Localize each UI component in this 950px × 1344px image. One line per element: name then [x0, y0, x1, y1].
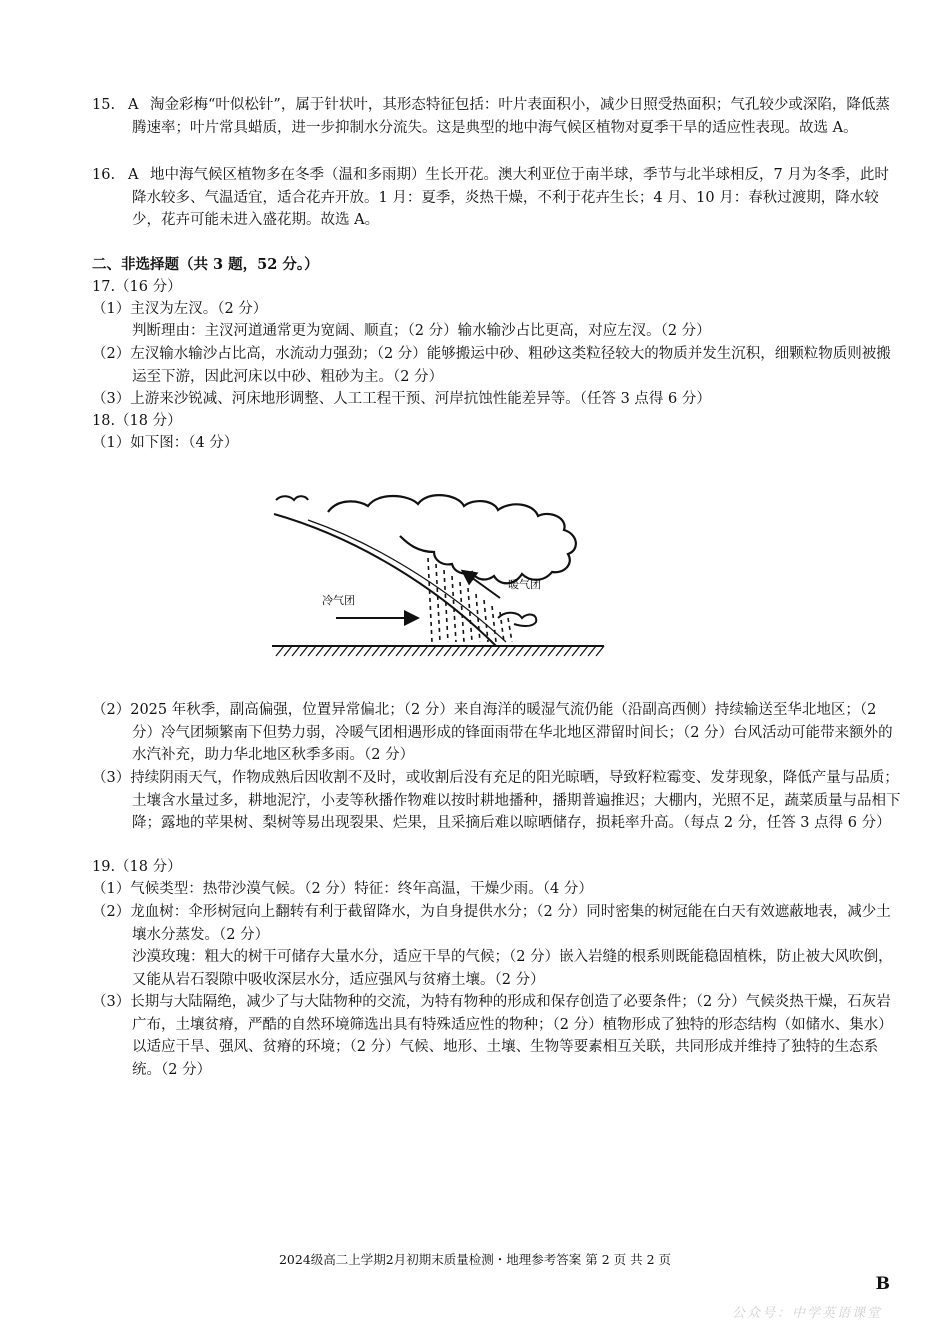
rain-streak: [460, 582, 464, 642]
question-17-heading: 17.（16 分）: [92, 279, 182, 295]
hatch-mark: [540, 646, 548, 656]
hatch-mark: [292, 646, 300, 656]
hatch-mark: [388, 646, 396, 656]
answer-19-3: （3）长期与大陆隔绝，减少了与大陆物种的交流，为特有物种的形成和保存创造了必要条件；（2 分）气候炎热干燥，石灰岩广布，土壤贫瘠，严酷的自然环境筛选出具有特殊适应性的物种；（2 分）植物形成了独特的形态结构（如储水、集水）以适应干旱、强风、贫瘠的环境；（2 分）气候、地形、土壤、生物等要素相互关联，共同形成并维持了独特的生态系统。（2 分）: [92, 994, 893, 1078]
hatch-mark: [532, 646, 540, 656]
hatch-mark: [468, 646, 476, 656]
answer-text: 淘金彩梅“叶似松针”，属于针状叶，其形态特征包括：叶片表面积小，减少日照受热面积；气孔较少或深陷，降低蒸腾速率；叶片常具蜡质，进一步抑制水分流失。这是典型的地中海气候区植物对夏季干旱的适应性表现。故选 A。: [132, 97, 890, 136]
answer-17-2: （2）左汊输水输沙占比高，水流动力强劲；（2 分）能够搬运中砂、粗砂这类粒径较大的物质并发生沉积，细颗粒物质则被搬运至下游，因此河床以中砂、粗砂为主。（2 分）: [92, 346, 891, 385]
hatch-mark: [460, 646, 468, 656]
hatch-mark: [428, 646, 436, 656]
rain-streak: [468, 588, 472, 642]
cloud-wisp: [276, 496, 308, 500]
hatch-mark: [348, 646, 356, 656]
answer-17-1: （1）主汊为左汊。（2 分）: [92, 301, 268, 317]
question-19-heading: 19.（18 分）: [92, 859, 182, 875]
cold-air-label: 冷气团: [322, 594, 355, 607]
hatch-mark: [324, 646, 332, 656]
answer-17-3: （3）上游来沙锐减、河床地形调整、人工工程干预、河岸抗蚀性能差异等。（任答 3 点得 6 分）: [92, 391, 711, 407]
hatch-mark: [364, 646, 372, 656]
answer-18-2: （2）2025 年秋季，副高偏强，位置异常偏北；（2 分）来自海洋的暖湿气流仍能（沿副高西侧）持续输送至华北地区；（2 分）冷气团频繁南下但势力弱，冷暖气团相遇形成的锋面雨带在华北地区滞留时间长；（2 分）台风活动可能带来额外的水汽补充，助力华北地区秋季多雨。（2 分）: [92, 702, 893, 763]
hatch-mark: [436, 646, 444, 656]
hatch-mark: [516, 646, 524, 656]
hatch-mark: [332, 646, 340, 656]
front-surface: [274, 514, 496, 646]
hatch-mark: [340, 646, 348, 656]
hatch-mark: [404, 646, 412, 656]
answer-choice: A: [128, 97, 139, 113]
answer-text: 地中海气候区植物多在冬季（温和多雨期）生长开花。澳大利亚位于南半球，季节与北半球相反，7 月为冬季，此时降水较多、气温适宜，适合花卉开放。1 月：夏季，炎热干燥，不利于花卉生长；4 月、10 月：春秋过渡期，降水较少，花卉可能未进入盛花期。故选 A。: [132, 167, 889, 228]
page-footer: 2024级高二上学期2月初期末质量检测・地理参考答案 第 2 页 共 2 页: [278, 1252, 671, 1267]
version-mark: B: [875, 1274, 890, 1294]
hatch-mark: [412, 646, 420, 656]
section-title: 二、非选择题（共 3 题，52 分。）: [92, 256, 319, 273]
hatch-mark: [396, 646, 404, 656]
rain-streak: [436, 564, 440, 642]
answer-16: [92, 164, 902, 232]
answer-choice: A: [128, 167, 139, 183]
ground-hatching: [276, 646, 604, 656]
hatch-mark: [500, 646, 508, 656]
answer-18-1: （1）如下图：（4 分）: [92, 435, 239, 451]
answer-15: [92, 94, 902, 139]
hatch-mark: [524, 646, 532, 656]
rain-streak: [444, 570, 448, 642]
hatch-mark: [596, 646, 604, 656]
question-number: 15.: [92, 97, 116, 113]
hatch-mark: [572, 646, 580, 656]
hatch-mark: [444, 646, 452, 656]
answer-19-2: （2）龙血树：伞形树冠向上翻转有利于截留降水，为自身提供水分；（2 分）同时密集的树冠能在白天有效遮蔽地表，减少土壤水分蒸发。（2 分）: [92, 904, 891, 943]
hatch-mark: [308, 646, 316, 656]
hatch-mark: [452, 646, 460, 656]
hatch-mark: [316, 646, 324, 656]
hatch-mark: [284, 646, 292, 656]
hatch-mark: [492, 646, 500, 656]
hatch-mark: [356, 646, 364, 656]
hatch-mark: [548, 646, 556, 656]
hatch-mark: [588, 646, 596, 656]
cloud-outline: [328, 495, 576, 583]
hatch-mark: [476, 646, 484, 656]
hatch-mark: [372, 646, 380, 656]
rain-streak: [428, 558, 432, 642]
hatch-mark: [380, 646, 388, 656]
hatch-mark: [580, 646, 588, 656]
rain-streak: [476, 594, 480, 642]
warm-air-label: 暖气团: [508, 578, 541, 591]
hatch-mark: [484, 646, 492, 656]
front-diagram: [268, 478, 616, 664]
answer-18-3: （3）持续阴雨天气，作物成熟后因收割不及时，或收割后没有充足的阳光晾晒，导致籽粒霉变、发芽现象，降低产量与品质；土壤含水量过多，耕地泥泞，小麦等秋播作物难以按时耕地播种，播期普遍推迟；大棚内，光照不足，蔬菜质量与品相下降；露地的苹果树、梨树等易出现裂果、烂果，且采摘后难以晾晒储存，损耗率升高。（每点 2 分，任答 3 点得 6 分）: [92, 770, 901, 831]
rain-streaks: [428, 558, 512, 642]
answer-19-1: （1）气候类型：热带沙漠气候。（2 分）特征：终年高温，干燥少雨。（4 分）: [92, 881, 593, 897]
rain-streak: [492, 606, 496, 642]
hatch-mark: [276, 646, 284, 656]
answer-19-2-rose: 沙漠玫瑰：粗大的树干可储存大量水分，适应干旱的气候；（2 分）嵌入岩缝的根系则既能稳固植株，防止被大风吹倒，又能从岩石裂隙中吸收深层水分，适应强风与贫瘠土壤。（2 分）: [132, 949, 893, 988]
answer-17-1-reason: 判断理由：主汊河道通常更为宽阔、顺直；（2 分）输水输沙占比更高，对应左汊。（2 分）: [132, 323, 711, 339]
question-18-heading: 18.（18 分）: [92, 413, 182, 429]
rain-streak: [508, 618, 512, 642]
hatch-mark: [508, 646, 516, 656]
hatch-mark: [556, 646, 564, 656]
hatch-mark: [564, 646, 572, 656]
cloud-fragment: [498, 613, 536, 626]
question-number: 16.: [92, 167, 116, 183]
hatch-mark: [420, 646, 428, 656]
hatch-mark: [300, 646, 308, 656]
watermark: 公众号：中学英语课堂: [731, 1306, 882, 1321]
front-diagram-svg: [268, 478, 616, 664]
